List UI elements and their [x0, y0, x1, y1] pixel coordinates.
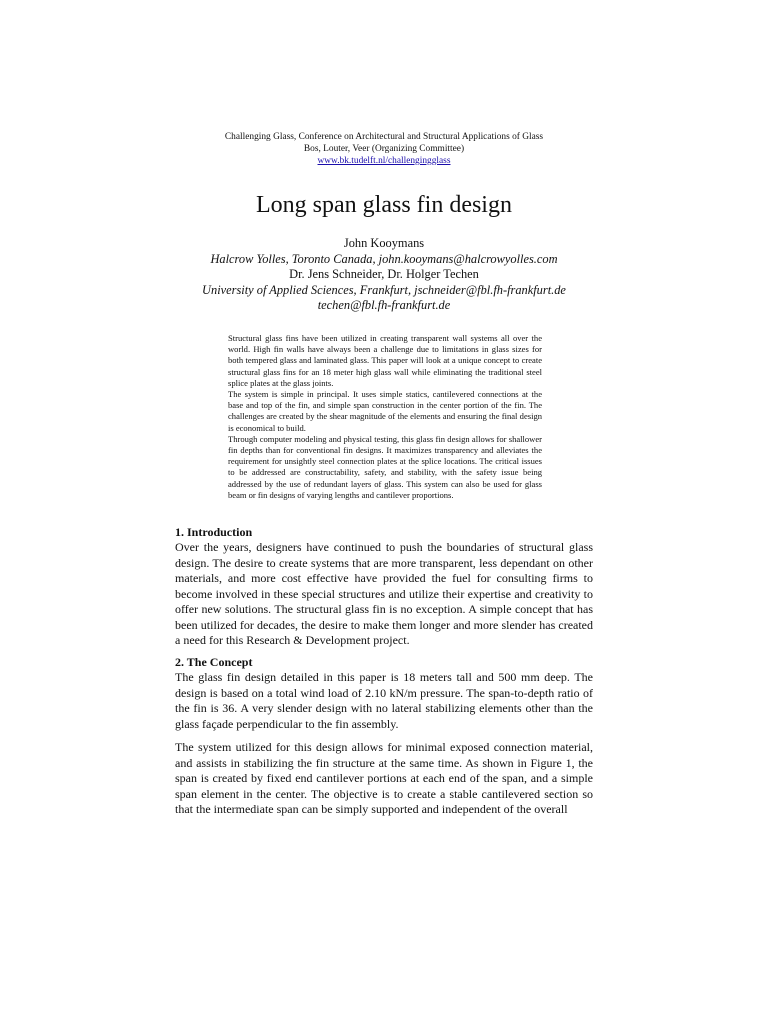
author-name: John Kooymans — [343, 236, 425, 250]
abstract — [228, 333, 542, 501]
section-paragraph: The glass fin design detailed in this paper is 18 meters tall and 500 mm deep. The design is based on a total wind load of 2.10 kN/m pressure. The span-to-depth ratio of the fin is 36. A very slender design with no lateral stabilizing elements other than the glass façade perpendicular to the fin assembly. — [175, 670, 593, 731]
author-block — [150, 236, 618, 314]
organizing-committee: Bos, Louter, Veer (Organizing Committee) — [303, 144, 465, 154]
section-paragraph: Over the years, designers have continued to push the boundaries of structural glass design. The desire to create systems that are more transparent, less dependant on other materials, and more cost effective have provided the fuel for consulting firms to become involved in these special structures and utilize their expertise and creativity to offer new solutions. The structural glass fin is no exception. A simple concept that has been utilized for decades, the desire to make them longer and more slender has created a need for this Research & Development project. — [175, 540, 593, 647]
section-paragraph: The system utilized for this design allows for minimal exposed connection material, and assists in stabilizing the fin structure at the same time. As shown in Figure 1, the span is created by fixed end cantilever portions at each end of the span, and a simple span element in the center. The objective is to create a stable cantilevered section so that the intermediate span can be simply supported and independent of the overall — [175, 740, 593, 816]
section-concept-continued — [175, 740, 593, 818]
author-affiliation: University of Applied Sciences, Frankfurt, jschneider@fbl.fh-frankfurt.de — [202, 282, 566, 297]
abstract-paragraph: The system is simple in principal. It uses simple statics, cantilevered connections at the base and top of the fin, and simple span construction in the center portion of the fin. The challenges are created by the shear magnitude of the elements and ensuring the final design is economical to build. — [228, 389, 542, 433]
conference-link[interactable]: www.bk.tudelft.nl/challengingglass — [317, 156, 451, 166]
abstract-paragraph: Structural glass fins have been utilized in creating transparent wall systems all over the world. High fin walls have always been a challenge due to limitations in glass sizes for both tempered glass and laminated glass. This paper will look at a unique concept to create structural glass fins for an 18 meter high glass wall while eliminating the traditional steel splice plates at the glass joints. — [228, 333, 542, 388]
section-concept — [175, 655, 593, 732]
section-introduction — [175, 525, 593, 649]
conference-header — [150, 131, 618, 167]
section-heading: 1. Introduction — [175, 525, 253, 539]
author-affiliation: Halcrow Yolles, Toronto Canada, john.kooymans@halcrowyolles.com — [210, 251, 558, 266]
conference-name: Challenging Glass, Conference on Architectural and Structural Applications of Glass — [224, 132, 544, 142]
section-heading: 2. The Concept — [175, 655, 253, 669]
author-name: Dr. Jens Schneider, Dr. Holger Techen — [289, 267, 479, 281]
paper-title: Long span glass fin design — [256, 192, 512, 218]
author-email: techen@fbl.fh-frankfurt.de — [317, 298, 451, 312]
abstract-paragraph: Through computer modeling and physical testing, this glass fin design allows for shallower fin depths than for conventional fin designs. It maximizes transparency and alleviates the requirement for unsightly steel connection plates at the splice locations. The critical issues to be addressed are constructability, safety, and stability, with the safety issue being addressed by the use of redundant layers of glass. This system can also be used for glass beam or fin designs of varying lengths and cantilever proportions. — [228, 433, 542, 500]
